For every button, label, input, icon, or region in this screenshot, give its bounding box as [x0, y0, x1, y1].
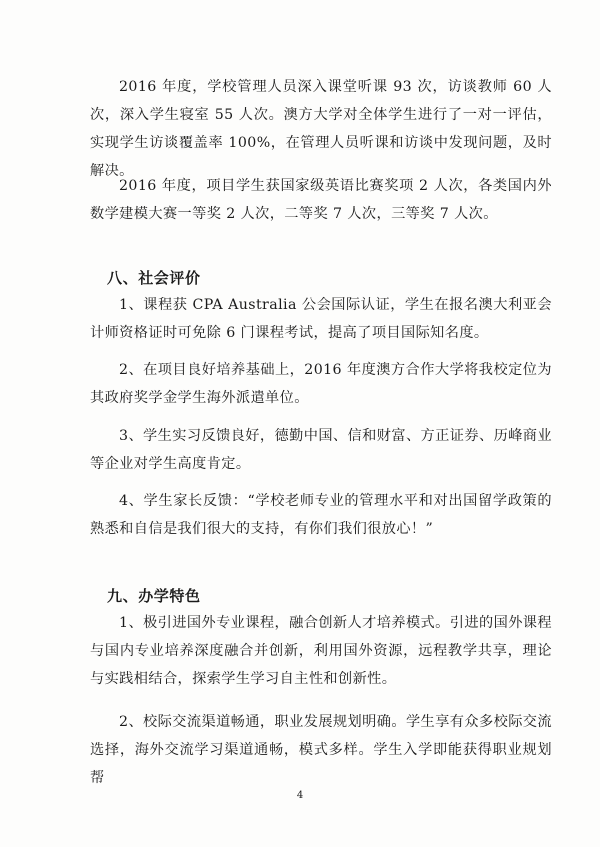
section8-item-2: 2、在项目良好培养基础上，2016 年度澳方合作大学将我校定位为其政府奖学金学生海外派遣单位。	[90, 362, 552, 406]
paragraph-awards: 2016 年度，项目学生获国家级英语比赛奖项 2 人次，各类国内外数学建模大赛一等奖 2 人次，二等奖 7 人次，三等奖 7 人次。	[90, 178, 552, 222]
section8-item-4: 4、学生家长反馈：“学校老师专业的管理水平和对出国留学政策的熟悉和自信是我们很大的支持，有你们我们很放心！”	[90, 493, 552, 537]
section-heading-school-features: 九、办学特色	[107, 587, 201, 605]
section8-item-1: 1、课程获 CPA Australia 公会国际认证，学生在报名澳大利亚会计师资格证时可免除 6 门课程考试，提高了项目国际知名度。	[90, 297, 552, 341]
paragraph-inspection-stats: 2016 年度，学校管理人员深入课堂听课 93 次，访谈教师 60 人次，深入学生寝室 55 人次。澳方大学对全体学生进行了一对一评估，实现学生访谈覆盖率 100%，在管理人员听课和访谈中发现问题，及时解决。	[90, 79, 552, 179]
page-number: 4	[296, 790, 304, 801]
section9-item-2: 2、校际交流渠道畅通，职业发展规划明确。学生享有众多校际交流选择，海外交流学习渠道通畅，模式多样。学生入学即能获得职业规划帮	[90, 714, 552, 786]
section9-item-1: 1、极引进国外专业课程，融合创新人才培养模式。引进的国外课程与国内专业培养深度融合并创新，利用国外资源，远程教学共享，理论与实践相结合，探索学生学习自主性和创新性。	[90, 615, 552, 687]
section8-item-3: 3、学生实习反馈良好，德勤中国、信和财富、方正证券、历峰商业等企业对学生高度肯定。	[90, 428, 552, 472]
section-heading-social-evaluation: 八、社会评价	[107, 269, 201, 287]
